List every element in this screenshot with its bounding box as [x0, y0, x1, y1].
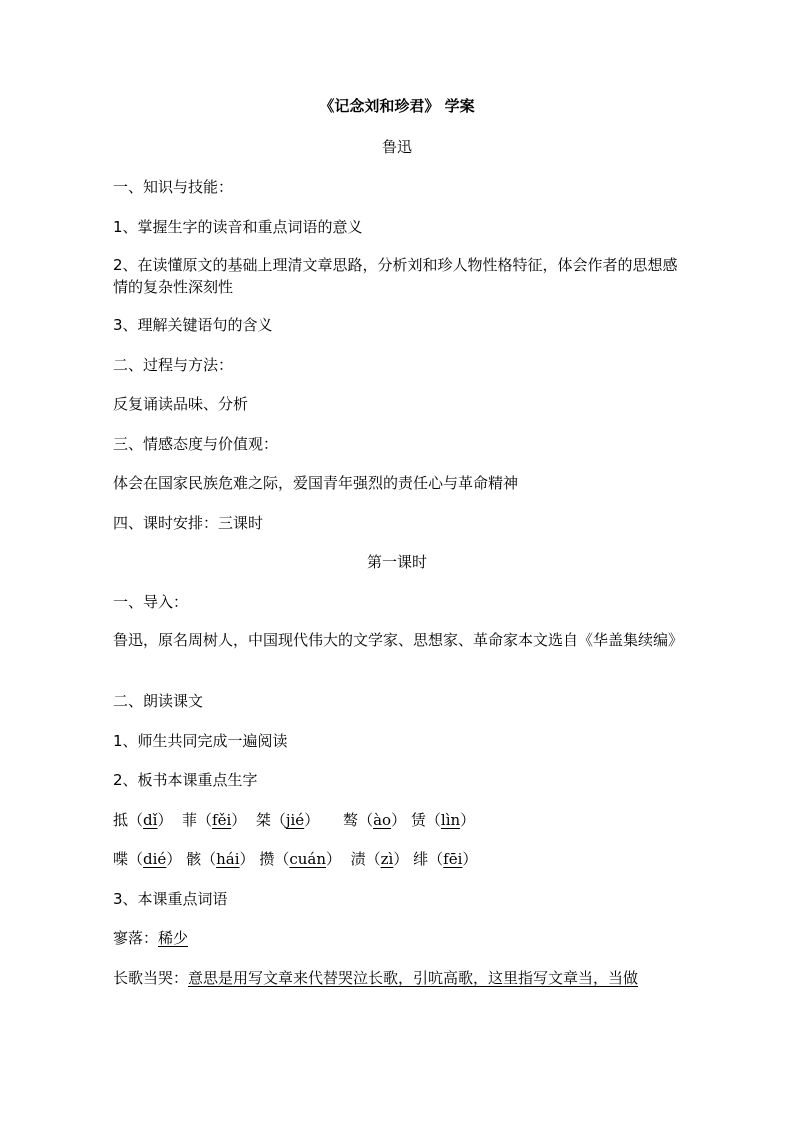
- pinyin: fēi: [443, 850, 463, 868]
- char: 菲: [182, 811, 198, 829]
- char: 骜: [343, 811, 359, 829]
- reading-item-2: 2、板书本课重点生字: [113, 771, 258, 789]
- characters-row-1: 抵（dǐ） 菲（fěi） 桀（jié） 骜（ào） 赁（lìn）: [113, 811, 476, 829]
- pinyin: lìn: [440, 811, 461, 829]
- pinyin: hái: [216, 850, 240, 868]
- pinyin: jié: [285, 811, 305, 829]
- pinyin: cuán: [289, 850, 327, 868]
- process-body: 反复诵读品味、分析: [113, 395, 249, 413]
- vocab-item-2: [113, 967, 683, 989]
- characters-row-2: 喋（dié） 骸（hái） 攒（cuán） 渍（zì） 绯（fēi）: [113, 850, 478, 868]
- reading-heading: 二、朗读课文: [113, 692, 204, 710]
- char: 骸: [186, 850, 202, 868]
- doc-author: 鲁迅: [381, 138, 412, 156]
- pinyin: fěi: [212, 811, 232, 829]
- pinyin: zì: [380, 850, 394, 868]
- pinyin: ào: [373, 811, 392, 829]
- section-heading-process: 二、过程与方法：: [113, 356, 234, 374]
- section-heading-attitude: 三、情感态度与价值观：: [113, 435, 279, 453]
- pinyin: dǐ: [143, 811, 158, 829]
- char: 绯: [413, 850, 429, 868]
- vocab-term: 寥落：: [113, 929, 159, 947]
- char: 桀: [255, 811, 271, 829]
- char: 赁: [410, 811, 426, 829]
- section-heading-schedule: 四、课时安排：三课时: [113, 514, 264, 532]
- char: 喋: [113, 850, 129, 868]
- reading-item-1: 1、师生共同完成一遍阅读: [113, 732, 288, 750]
- vocab-definition: 稀少: [158, 929, 189, 947]
- lesson-title: 第一课时: [366, 553, 427, 571]
- vocab-term: 长歌当哭：: [113, 969, 189, 987]
- char: 渍: [350, 850, 366, 868]
- reading-item-3: 3、本课重点词语: [113, 890, 228, 908]
- char: 抵: [113, 811, 129, 829]
- vocab-definition: 意思是用写文章来代替哭泣长歌，引吭高歌，这里指写文章当，当做: [188, 969, 639, 987]
- intro-body: 鲁迅，原名周树人，中国现代伟大的文学家、思想家、革命家本文选自《华盖集续编》: [113, 631, 684, 649]
- section-heading-skills: 一、知识与技能：: [113, 178, 234, 196]
- vocab-item-1: [113, 927, 683, 949]
- skills-item-3: 3、理解关键语句的含义: [113, 316, 273, 334]
- pinyin: dié: [143, 850, 167, 868]
- skills-item-1: 1、掌握生字的读音和重点词语的意义: [113, 218, 363, 236]
- doc-title: 《记念刘和珍君》 学案: [319, 97, 475, 115]
- intro-heading: 一、导入：: [113, 593, 189, 611]
- char: 攒: [259, 850, 275, 868]
- attitude-body: 体会在国家民族危难之际，爱国青年强烈的责任心与革命精神: [113, 474, 519, 492]
- skills-item-2: 2、在读懂原文的基础上理清文章思路，分析刘和珍人物性格特征，体会作者的思想感情的复杂性深刻性: [113, 256, 678, 296]
